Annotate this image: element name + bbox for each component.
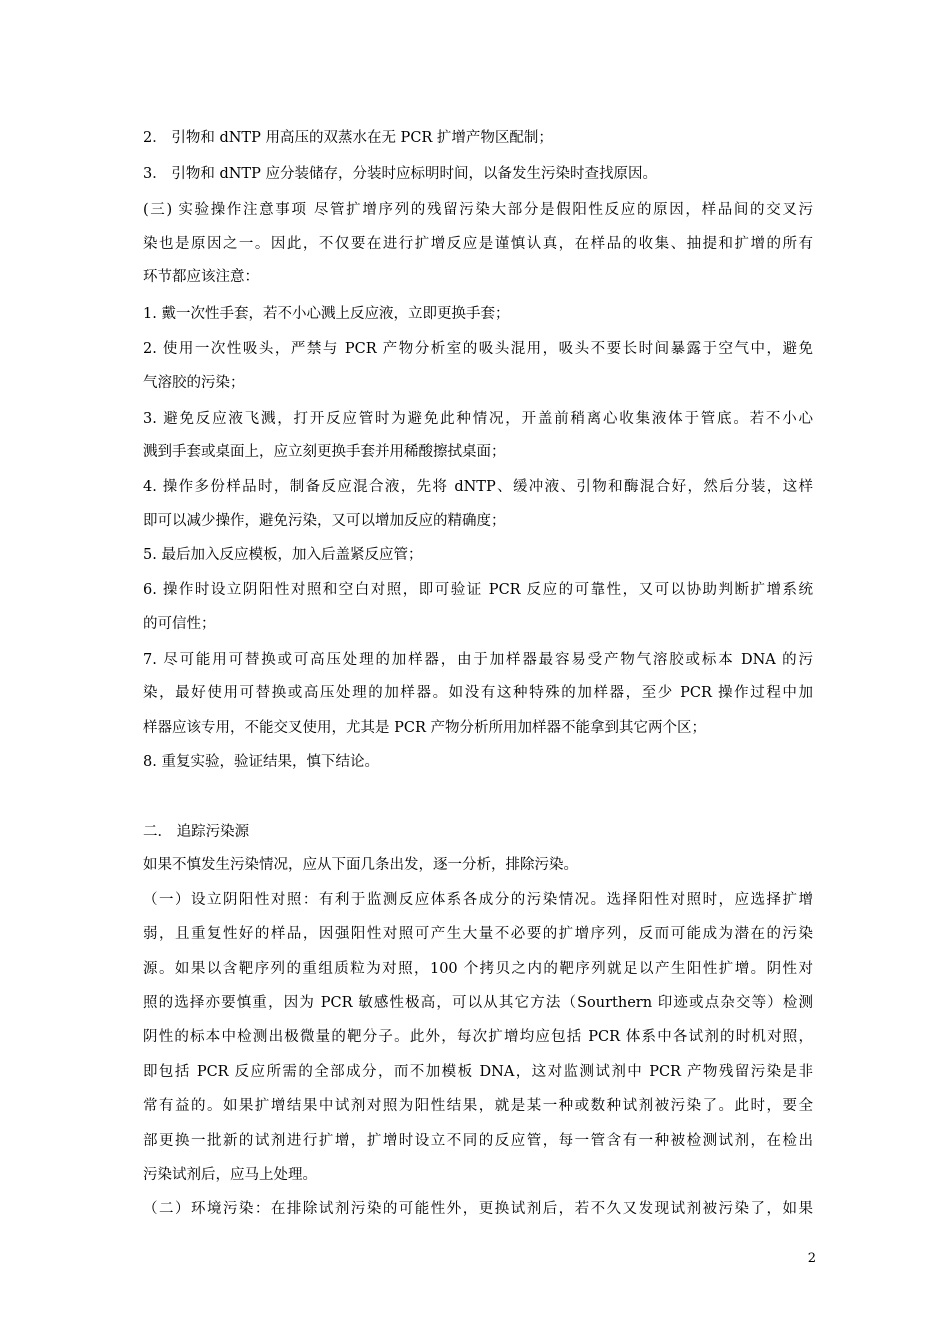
text-line: （二）环境污染：在排除试剂污染的可能性外，更换试剂后，若不久又发现试剂被污染了，如果 xyxy=(143,1201,813,1217)
section-heading: 二． 追踪污染源 xyxy=(143,824,250,840)
text-line: 8. 重复实验，验证结果，慎下结论。 xyxy=(143,754,379,770)
text-line: 2． 引物和 dNTP 用高压的双蒸水在无 PCR 扩增产物区配制； xyxy=(143,130,553,146)
text-line: 3． 引物和 dNTP 应分装储存，分装时应标明时间，以备发生污染时查找原因。 xyxy=(143,166,657,182)
text-line: 2. 使用一次性吸头，严禁与 PCR 产物分析室的吸头混用，吸头不要长时间暴露于空气中，避免 xyxy=(143,341,813,357)
text-line: 照的选择亦要慎重，因为 PCR 敏感性极高，可以从其它方法（Sourthern 印迹或点杂交等）检测 xyxy=(143,995,813,1011)
text-line: 4. 操作多份样品时，制备反应混合液，先将 dNTP、缓冲液、引物和酶混合好，然后分装，这样 xyxy=(143,479,813,495)
text-line: 常有益的。如果扩增结果中试剂对照为阳性结果，就是某一种或数种试剂被污染了。此时，要全 xyxy=(143,1098,813,1114)
text-line: 如果不慎发生污染情况，应从下面几条出发，逐一分析，排除污染。 xyxy=(143,857,578,873)
text-line: 样器应该专用，不能交叉使用，尤其是 PCR 产物分析所用加样器不能拿到其它两个区； xyxy=(143,720,706,736)
text-line: 1. 戴一次性手套，若不小心溅上反应液，立即更换手套； xyxy=(143,306,510,322)
text-line: 环节都应该注意： xyxy=(143,269,259,285)
text-line: 污染试剂后，应马上处理。 xyxy=(143,1167,317,1183)
text-line: 溅到手套或桌面上，应立刻更换手套并用稀酸擦拭桌面； xyxy=(143,444,506,460)
text-line: 阴性的标本中检测出极微量的靶分子。此外，每次扩增均应包括 PCR 体系中各试剂的时机对照， xyxy=(143,1029,813,1045)
text-line: 部更换一批新的试剂进行扩增，扩增时设立不同的反应管，每一管含有一种被检测试剂，在检出 xyxy=(143,1133,813,1149)
text-line: 源。如果以含靶序列的重组质粒为对照，100 个拷贝之内的靶序列就足以产生阳性扩增。阴性对 xyxy=(143,961,813,977)
text-line: （一）设立阴阳性对照：有利于监测反应体系各成分的污染情况。选择阳性对照时，应选择扩增 xyxy=(143,892,813,908)
text-line: 染，最好使用可替换或高压处理的加样器。如没有这种特殊的加样器，至少 PCR 操作过程中加 xyxy=(143,685,813,701)
text-line: 7. 尽可能用可替换或可高压处理的加样器，由于加样器最容易受产物气溶胶或标本 DNA 的污 xyxy=(143,652,813,668)
text-line: 5. 最后加入反应模板，加入后盖紧反应管； xyxy=(143,547,423,563)
text-line: (三) 实验操作注意事项 尽管扩增序列的残留污染大部分是假阳性反应的原因，样品间的交叉污 xyxy=(143,202,813,218)
text-line: 6. 操作时设立阴阳性对照和空白对照，即可验证 PCR 反应的可靠性，又可以协助判断扩增系统 xyxy=(143,582,813,598)
text-line: 染也是原因之一。因此，不仅要在进行扩增反应是谨慎认真，在样品的收集、抽提和扩增的所有 xyxy=(143,236,813,252)
text-line: 气溶胶的污染； xyxy=(143,375,245,391)
text-line: 的可信性； xyxy=(143,616,216,632)
text-line: 弱，且重复性好的样品，因强阳性对照可产生大量不必要的扩增序列，反而可能成为潜在的污染 xyxy=(143,926,813,942)
text-line: 3. 避免反应液飞溅，打开反应管时为避免此种情况，开盖前稍离心收集液体于管底。若不小心 xyxy=(143,411,813,427)
text-line: 即可以减少操作，避免污染，又可以增加反应的精确度； xyxy=(143,513,506,529)
page-number: 2 xyxy=(807,1251,816,1266)
text-line: 即包括 PCR 反应所需的全部成分，而不加模板 DNA，这对监测试剂中 PCR 产物残留污染是非 xyxy=(143,1064,813,1080)
